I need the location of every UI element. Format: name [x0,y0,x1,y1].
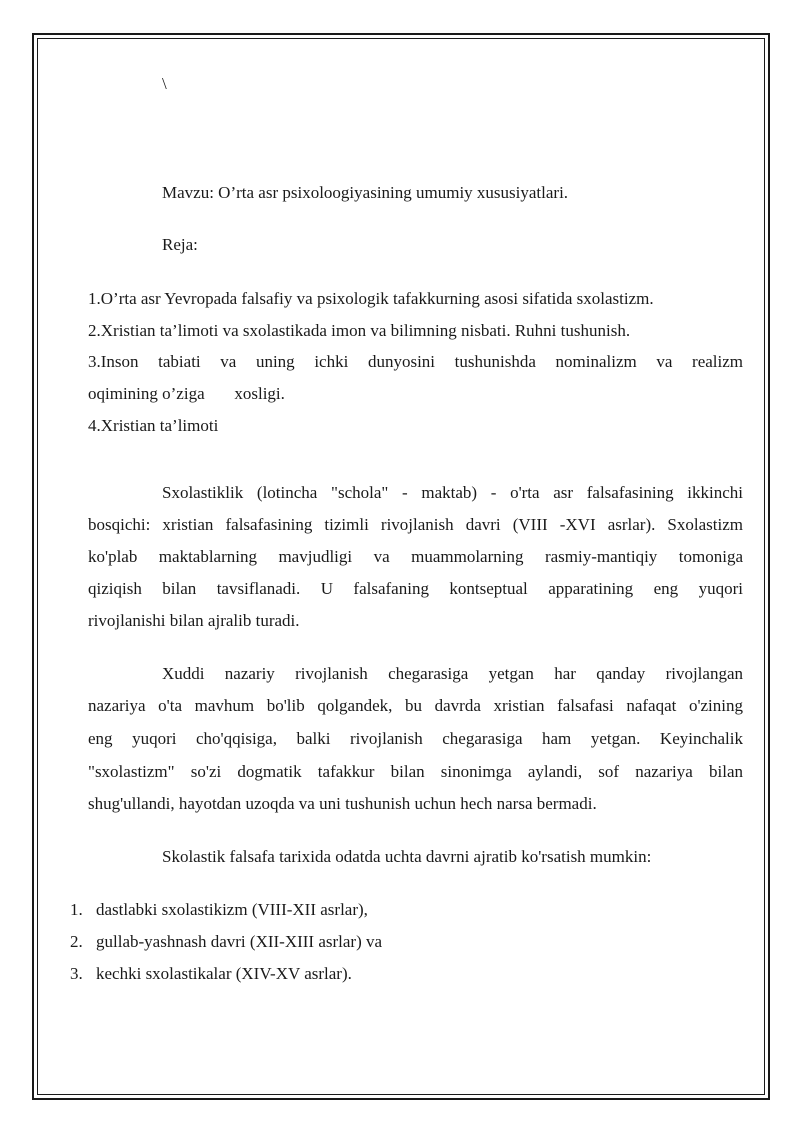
list-item: dastlabki sxolastikizm (VIII-XII asrlar), [96,900,368,919]
paragraph2-line: nazariya o'ta mavhum bo'lib qolgandek, bu davrda xristian falsafasi nafaqat o'zining [88,696,743,715]
paragraph2-line: "sxolastizm" so'zi dogmatik tafakkur bilan sinonimga aylandi, sof nazariya bilan [88,762,743,781]
paragraph3: Skolastik falsafa tarixida odatda uchta davrni ajratib ko'rsatish mumkin: [162,847,652,866]
list-number: 3. [70,964,83,983]
stray-backslash: \ [162,74,167,93]
plan-item: 1.O’rta asr Yevropada falsafiy va psixologik tafakkurning asosi sifatida sxolastizm. [88,289,654,308]
list-item: kechki sxolastikalar (XIV-XV asrlar). [96,964,352,983]
plan-label: Reja: [162,235,198,254]
paragraph2-line: Xuddi nazariy rivojlanish chegarasiga yetgan har qanday rivojlangan [162,664,743,683]
paragraph1-line: Sxolastiklik (lotincha "schola" - maktab) - o'rta asr falsafasining ikkinchi [162,483,743,502]
plan-item: 3.Inson tabiati va uning ichki dunyosini tushunishda nominalizm va realizm [88,352,743,371]
paragraph2-line: eng yuqori cho'qqisiga, balki rivojlanish chegarasiga ham yetgan. Keyinchalik [88,729,743,748]
list-number: 1. [70,900,83,919]
plan-item-continuation: oqimining o’ziga xosligi. [88,384,285,403]
list-number: 2. [70,932,83,951]
paragraph1-line: ko'plab maktablarning mavjudligi va muammolarning rasmiy-mantiqiy tomoniga [88,547,743,566]
paragraph1-line: bosqichi: xristian falsafasining tizimli rivojlanish davri (VIII -XVI asrlar). Sxolastizm [88,515,743,534]
plan-item: 4.Xristian ta’limoti [88,416,219,435]
topic-heading: Mavzu: O’rta asr psixoloogiyasining umumiy xususiyatlari. [162,183,569,202]
paragraph1-line: rivojlanishi bilan ajralib turadi. [88,611,300,630]
plan-item: 2.Xristian ta’limoti va sxolastikada imon va bilimning nisbati. Ruhni tushunish. [88,321,631,340]
list-item: gullab-yashnash davri (XII-XIII asrlar) va [96,932,383,951]
paragraph1-line: qiziqish bilan tavsiflanadi. U falsafaning kontseptual apparatining eng yuqori [88,579,743,598]
paragraph2-line: shug'ullandi, hayotdan uzoqda va uni tushunish uchun hech narsa bermadi. [88,794,597,813]
